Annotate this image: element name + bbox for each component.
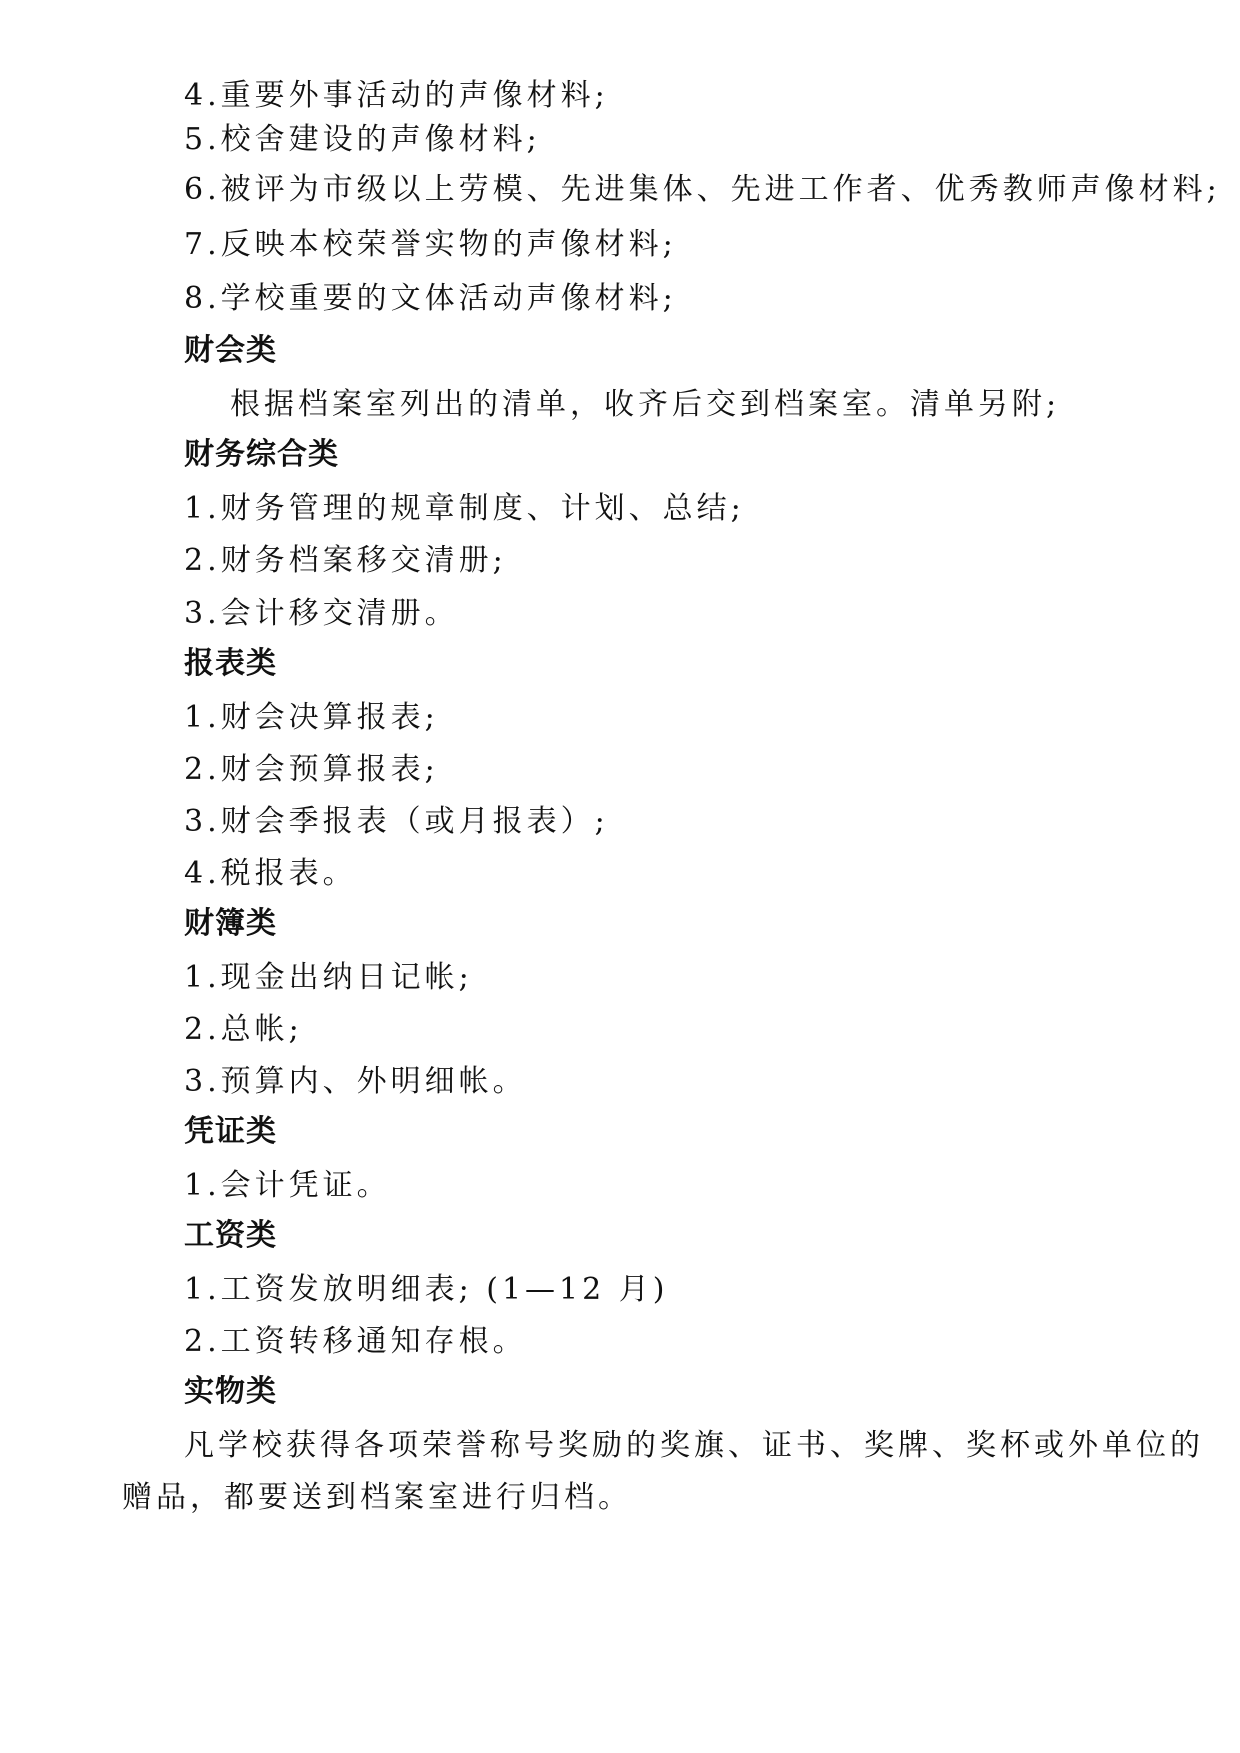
section-heading-accounting: 财会类 bbox=[184, 333, 277, 368]
list-item-finance-3: 3.会计移交清册。 bbox=[184, 596, 459, 631]
section-heading-physical-items: 实物类 bbox=[184, 1374, 277, 1409]
list-item-ledgers-2: 2.总帐; bbox=[184, 1012, 303, 1047]
list-item-6: 6.被评为市级以上劳模、先进集体、先进工作者、优秀教师声像材料; bbox=[184, 172, 1221, 207]
list-item-finance-2: 2.财务档案移交清册; bbox=[184, 543, 507, 578]
list-item-reports-3: 3.财会季报表（或月报表）; bbox=[184, 804, 609, 839]
list-item-8: 8.学校重要的文体活动声像材料; bbox=[184, 281, 677, 316]
paragraph-physical-items-line-2: 赠品，都要送到档案室进行归档。 bbox=[122, 1480, 632, 1515]
list-item-ledgers-3: 3.预算内、外明细帐。 bbox=[184, 1064, 527, 1099]
list-item-4: 4.重要外事活动的声像材料; bbox=[184, 78, 609, 113]
list-item-ledgers-1: 1.现金出纳日记帐; bbox=[184, 960, 473, 995]
list-item-wages-1: 1.工资发放明细表; (1—12 月) bbox=[184, 1272, 669, 1307]
section-heading-reports: 报表类 bbox=[184, 646, 277, 681]
section-heading-ledgers: 财簿类 bbox=[184, 906, 277, 941]
section-heading-finance-general: 财务综合类 bbox=[184, 437, 339, 472]
section-heading-wages: 工资类 bbox=[184, 1218, 277, 1253]
paragraph-accounting: 根据档案室列出的清单，收齐后交到档案室。清单另附; bbox=[230, 387, 1061, 422]
list-item-5: 5.校舍建设的声像材料; bbox=[184, 122, 541, 157]
list-item-7: 7.反映本校荣誉实物的声像材料; bbox=[184, 227, 677, 262]
list-item-vouchers-1: 1.会计凭证。 bbox=[184, 1168, 391, 1203]
list-item-reports-2: 2.财会预算报表; bbox=[184, 752, 439, 787]
section-heading-vouchers: 凭证类 bbox=[184, 1114, 277, 1149]
list-item-finance-1: 1.财务管理的规章制度、计划、总结; bbox=[184, 491, 745, 526]
list-item-reports-1: 1.财会决算报表; bbox=[184, 700, 439, 735]
paragraph-physical-items-line-1: 凡学校获得各项荣誉称号奖励的奖旗、证书、奖牌、奖杯或外单位的 bbox=[184, 1428, 1204, 1463]
list-item-reports-4: 4.税报表。 bbox=[184, 856, 357, 891]
list-item-wages-2: 2.工资转移通知存根。 bbox=[184, 1324, 527, 1359]
